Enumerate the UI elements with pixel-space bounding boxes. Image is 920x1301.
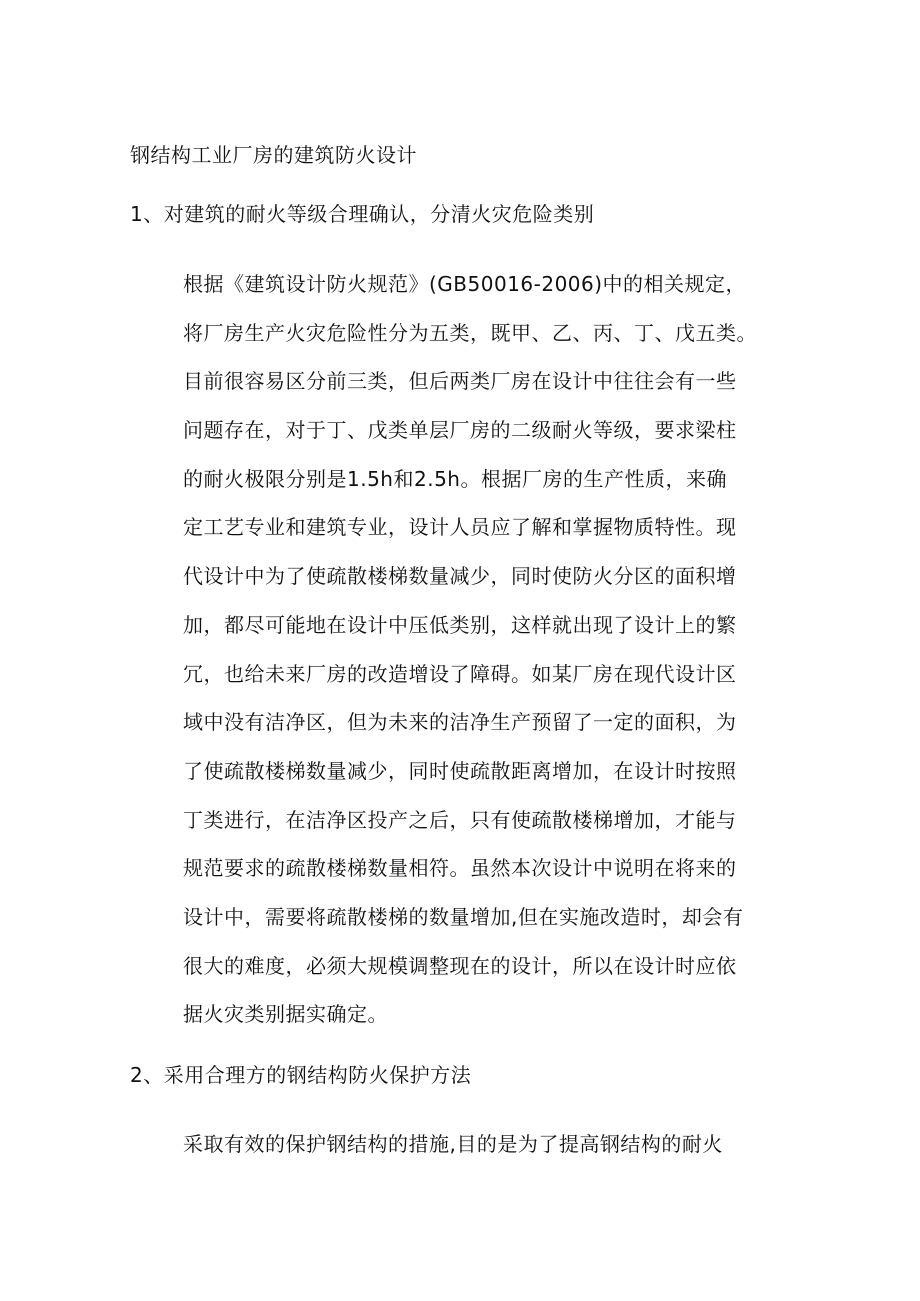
- paragraph-line: 域中没有洁净区，但为未来的洁净生产预留了一定的面积，为: [183, 710, 737, 735]
- paragraph-line: 冗，也给未来厂房的改造增设了障碍。如某厂房在现代设计区: [183, 661, 737, 686]
- section-1-paragraph: [183, 260, 803, 1039]
- paragraph-line: 加，都尽可能地在设计中压低类别，这样就出现了设计上的繁: [183, 612, 737, 637]
- paragraph-line: 丁类进行，在洁净区投产之后，只有使疏散楼梯增加，才能与: [183, 807, 737, 832]
- paragraph-line: 根据《建筑设计防火规范》(GB50016-2006)中的相关规定，: [183, 272, 747, 296]
- paragraph-line: 规范要求的疏散楼梯数量相符。虽然本次设计中说明在将来的: [183, 856, 737, 881]
- paragraph-line: 设计中，需要将疏散楼梯的数量增加,但在实施改造时，却会有: [183, 904, 744, 929]
- paragraph-line: 问题存在，对于丁、戊类单层厂房的二级耐火等级，要求梁柱: [183, 418, 737, 443]
- paragraph-line: 将厂房生产火灾危险性分为五类，既甲、乙、丙、丁、戊五类。: [183, 320, 757, 345]
- paragraph-line: 很大的难度，必须大规模调整现在的设计，所以在设计时应依: [183, 953, 737, 978]
- section-2-paragraph: [183, 1120, 803, 1169]
- paragraph-line: 了使疏散楼梯数量减少，同时使疏散距离增加，在设计时按照: [183, 758, 737, 783]
- section-1-heading: 1、对建筑的耐火等级合理确认，分清火灾危险类别: [130, 202, 595, 226]
- paragraph-line: 的耐火极限分别是1.5h和2.5h。根据厂房的生产性质，来确: [183, 466, 727, 491]
- document-title: 钢结构工业厂房的建筑防火设计: [130, 143, 417, 167]
- section-2-heading: 2、采用合理方的钢结构防火保护方法: [130, 1063, 472, 1087]
- paragraph-line: 代设计中为了使疏散楼梯数量减少，同时使防火分区的面积增: [183, 564, 737, 589]
- paragraph-line: 定工艺专业和建筑专业，设计人员应了解和掌握物质特性。现: [183, 515, 737, 540]
- paragraph-line: 采取有效的保护钢结构的措施,目的是为了提高钢结构的耐火: [183, 1132, 723, 1156]
- paragraph-line: 目前很容易区分前三类，但后两类厂房在设计中往往会有一些: [183, 369, 737, 394]
- paragraph-line: 据火灾类别据实确定。: [183, 1002, 388, 1027]
